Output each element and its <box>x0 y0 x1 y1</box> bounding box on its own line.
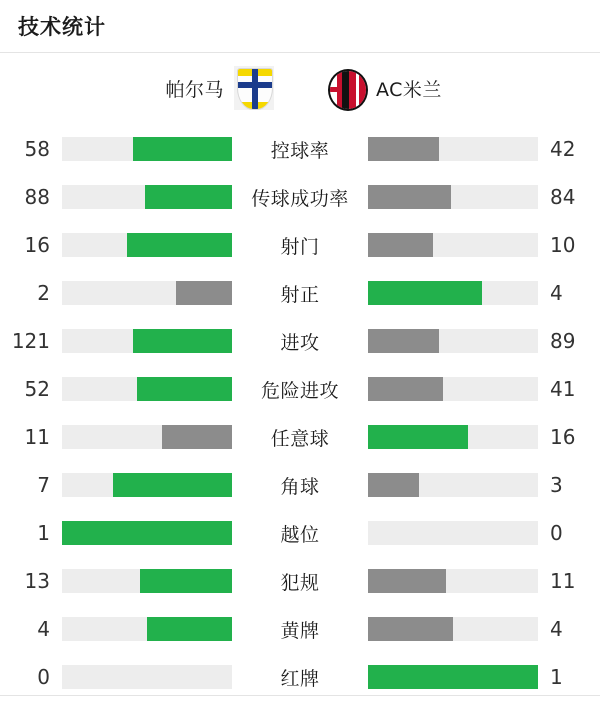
home-value: 0 <box>37 665 50 689</box>
home-bar-fill <box>137 377 232 401</box>
away-bar-fill <box>368 617 453 641</box>
away-bar-fill <box>368 569 446 593</box>
stat-label: 越位 <box>280 523 320 546</box>
away-value: 84 <box>550 185 576 209</box>
away-team-name: AC米兰 <box>376 78 442 101</box>
home-value: 7 <box>37 473 50 497</box>
milan-crest-icon <box>326 66 366 110</box>
stat-label: 进攻 <box>280 331 320 354</box>
away-bar <box>368 329 538 353</box>
home-value: 121 <box>11 329 50 353</box>
home-value: 52 <box>24 377 50 401</box>
stat-label: 射门 <box>280 235 320 258</box>
away-value: 0 <box>550 521 563 545</box>
away-bar <box>368 521 538 545</box>
home-value: 58 <box>24 137 50 161</box>
away-bar <box>368 281 538 305</box>
home-bar-fill <box>176 281 232 305</box>
away-bar <box>368 425 538 449</box>
stat-row <box>0 461 600 509</box>
away-value: 89 <box>550 329 576 353</box>
stat-label: 黄牌 <box>280 619 320 642</box>
bottom-divider <box>0 695 600 696</box>
away-value: 10 <box>550 233 576 257</box>
home-bar <box>62 425 232 449</box>
home-bar-fill <box>140 569 232 593</box>
home-bar <box>62 281 232 305</box>
home-bar-fill <box>62 521 232 545</box>
away-bar-fill <box>368 377 443 401</box>
home-value: 13 <box>24 569 50 593</box>
home-value: 11 <box>24 425 50 449</box>
stat-row <box>0 509 600 557</box>
away-value: 4 <box>550 281 563 305</box>
home-bar-fill <box>133 137 232 161</box>
stat-row <box>0 557 600 605</box>
stat-row <box>0 605 600 653</box>
home-value: 1 <box>37 521 50 545</box>
home-bar <box>62 329 232 353</box>
stat-label: 任意球 <box>270 427 330 450</box>
stat-row <box>0 365 600 413</box>
away-bar-fill <box>368 281 482 305</box>
home-value: 4 <box>37 617 50 641</box>
stats-rows <box>0 123 600 701</box>
away-bar-fill <box>368 137 439 161</box>
away-value: 1 <box>550 665 563 689</box>
stat-row <box>0 173 600 221</box>
team-header <box>0 53 600 123</box>
home-value: 2 <box>37 281 50 305</box>
stat-label: 射正 <box>280 283 320 306</box>
stat-label: 传球成功率 <box>251 187 349 210</box>
stat-label: 危险进攻 <box>260 379 339 402</box>
away-bar-fill <box>368 665 538 689</box>
away-value: 4 <box>550 617 563 641</box>
home-bar <box>62 377 232 401</box>
home-bar <box>62 185 232 209</box>
away-value: 42 <box>550 137 576 161</box>
away-bar <box>368 617 538 641</box>
stat-label: 红牌 <box>280 667 320 690</box>
stat-row <box>0 413 600 461</box>
away-bar <box>368 137 538 161</box>
away-bar <box>368 569 538 593</box>
home-bar-fill <box>113 473 232 497</box>
stat-row <box>0 653 600 701</box>
home-bar <box>62 521 232 545</box>
home-bar <box>62 665 232 689</box>
home-bar-fill <box>147 617 232 641</box>
away-team <box>300 66 510 110</box>
away-bar-fill <box>368 185 451 209</box>
parma-crest-icon <box>234 66 274 110</box>
home-bar <box>62 617 232 641</box>
away-value: 16 <box>550 425 576 449</box>
away-bar-fill <box>368 425 468 449</box>
home-bar <box>62 233 232 257</box>
away-value: 41 <box>550 377 576 401</box>
home-value: 88 <box>24 185 50 209</box>
away-value: 3 <box>550 473 563 497</box>
away-bar <box>368 377 538 401</box>
home-bar <box>62 473 232 497</box>
home-bar-fill <box>133 329 232 353</box>
away-bar <box>368 233 538 257</box>
home-bar-fill <box>162 425 232 449</box>
away-bar-fill <box>368 473 419 497</box>
page-title: 技术统计 <box>18 15 106 39</box>
away-bar-fill <box>368 329 439 353</box>
stat-row <box>0 269 600 317</box>
stat-row <box>0 317 600 365</box>
home-bar-fill <box>127 233 232 257</box>
away-bar-fill <box>368 233 433 257</box>
home-bar-fill <box>145 185 232 209</box>
stat-row <box>0 125 600 173</box>
stat-label: 犯规 <box>280 571 320 594</box>
home-bar <box>62 137 232 161</box>
stat-row <box>0 221 600 269</box>
away-value: 11 <box>550 569 576 593</box>
home-bar <box>62 569 232 593</box>
stat-label: 角球 <box>280 475 320 498</box>
home-team-name: 帕尔马 <box>165 78 224 101</box>
home-team <box>90 66 300 110</box>
home-value: 16 <box>24 233 50 257</box>
away-bar <box>368 473 538 497</box>
stat-label: 控球率 <box>270 139 330 162</box>
away-bar <box>368 185 538 209</box>
away-bar <box>368 665 538 689</box>
